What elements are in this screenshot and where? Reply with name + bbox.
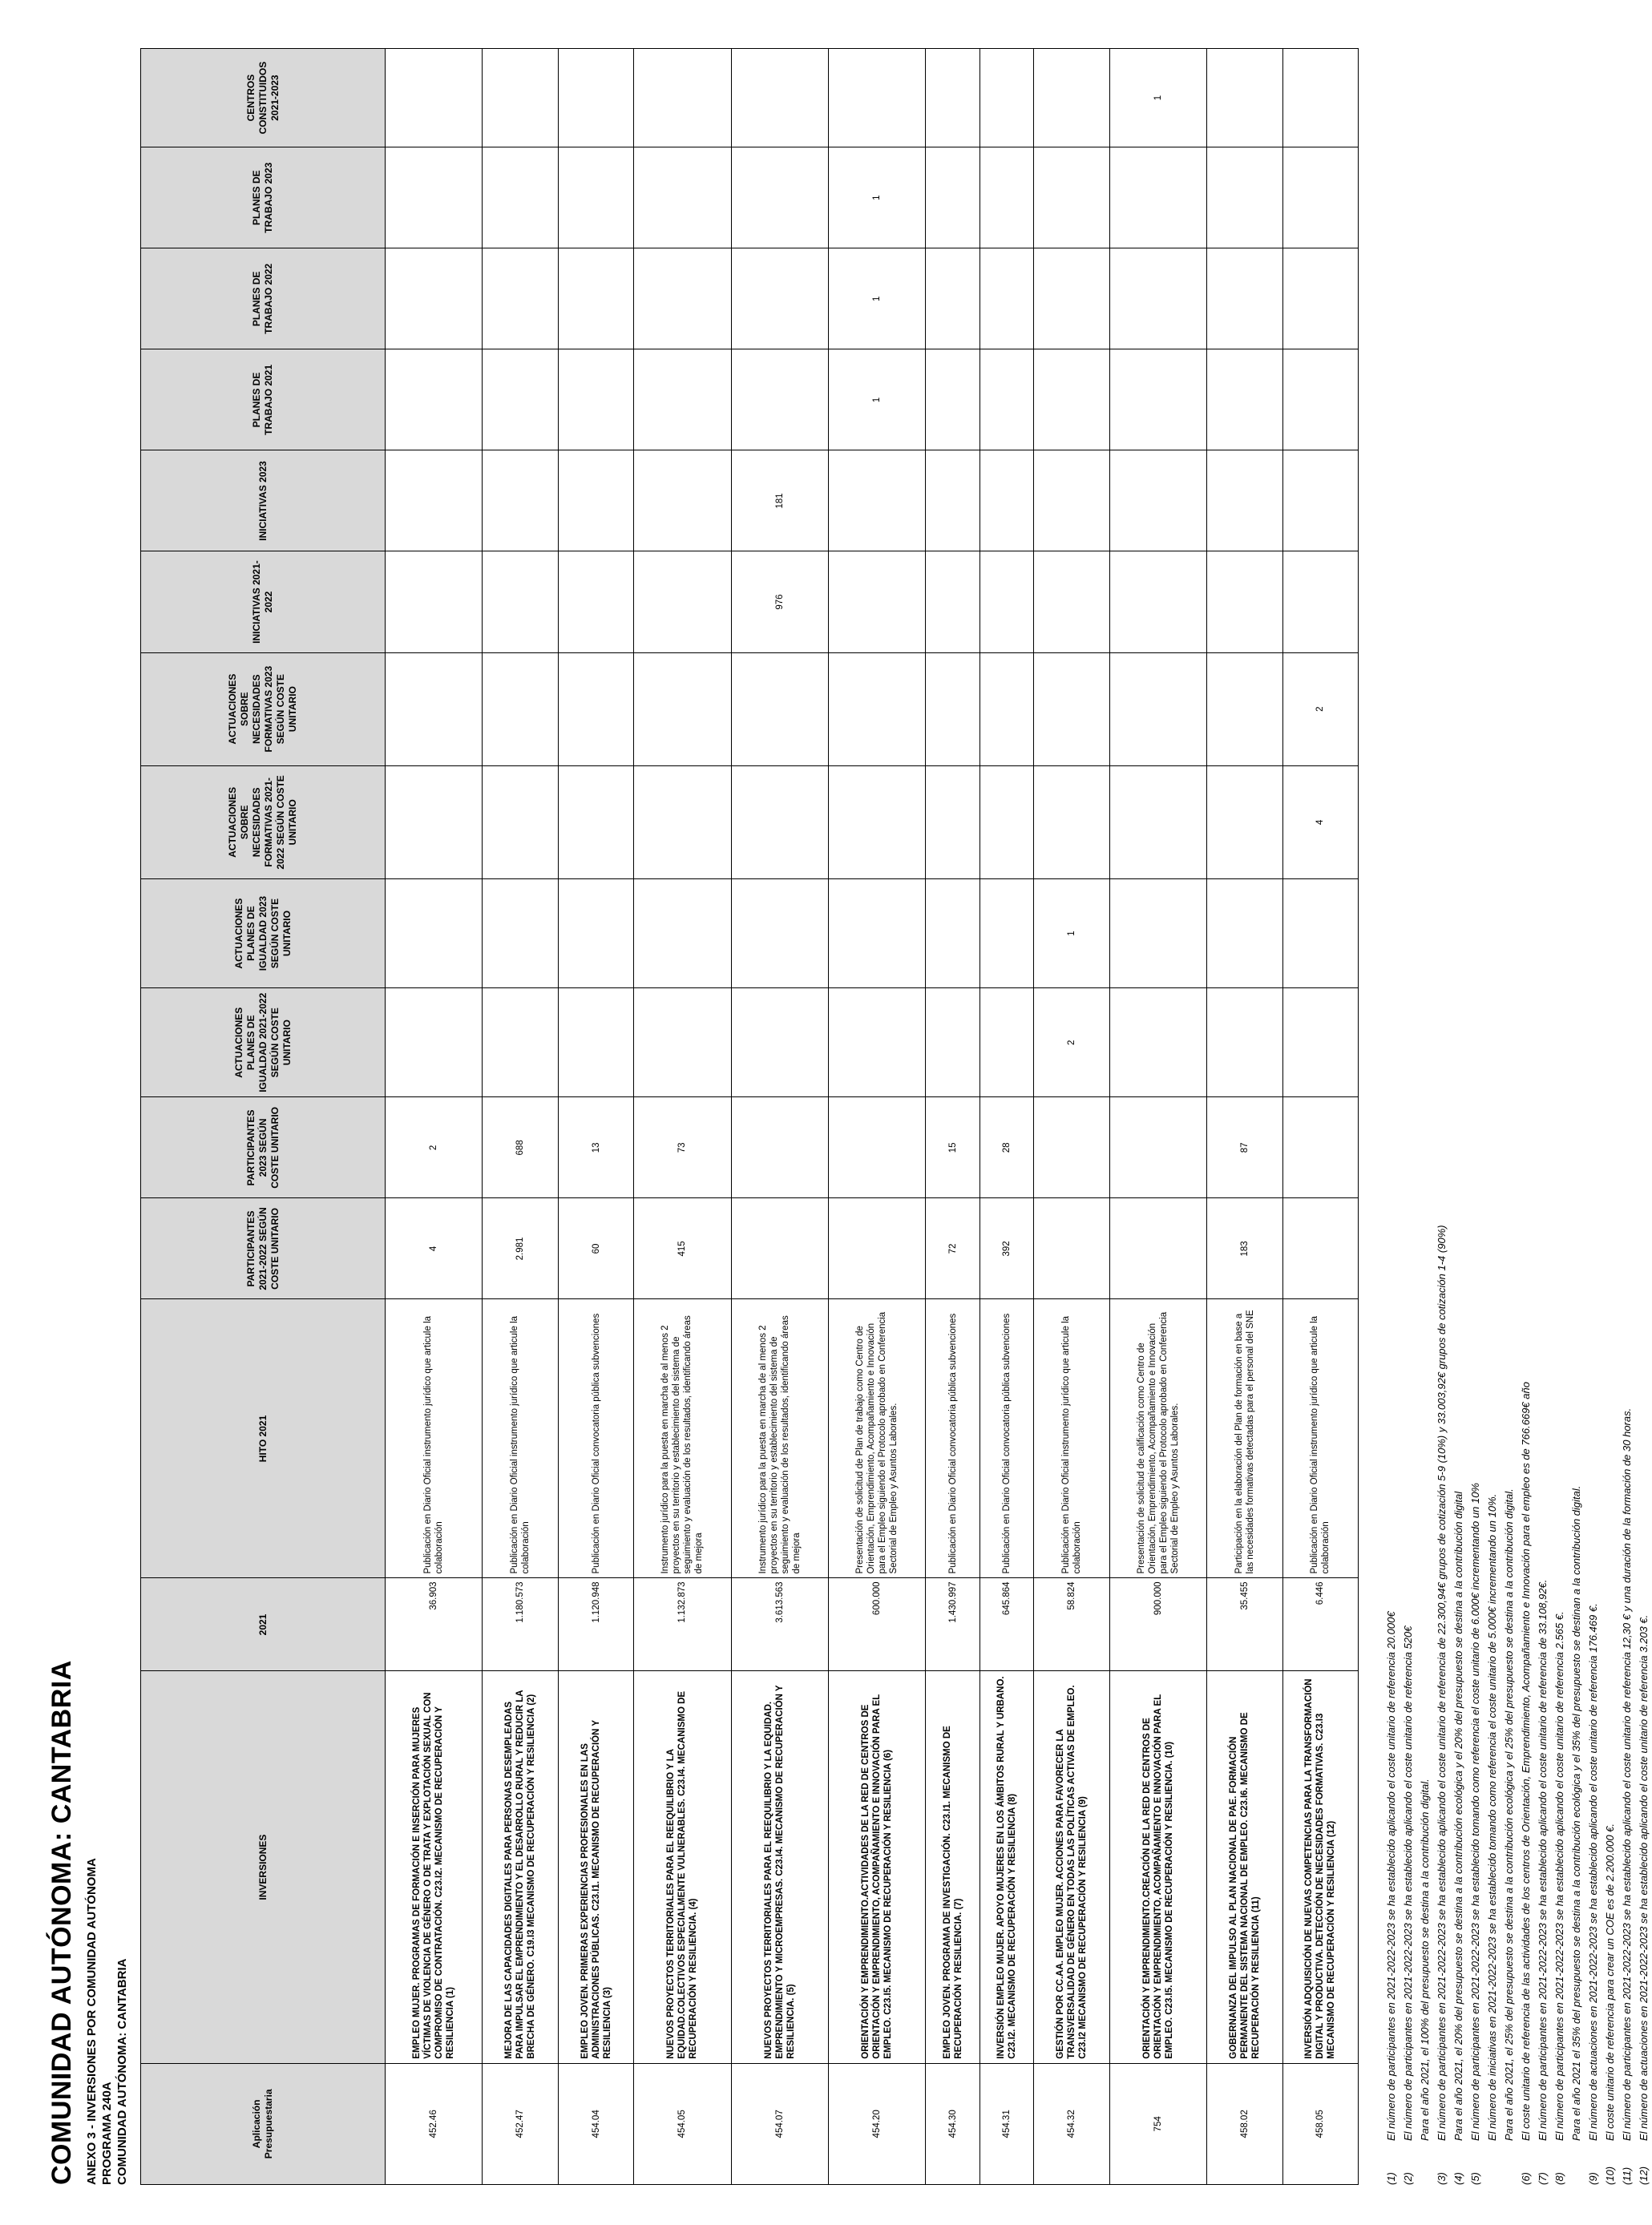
metric-cell xyxy=(731,147,828,248)
footnote-text: El número de participantes en 2021-2022-2023 se ha establecido aplicando el coste unitario de referencia 520€ xyxy=(1402,1625,1414,2141)
table-row xyxy=(829,49,926,2185)
metric-cell xyxy=(1207,248,1282,349)
metric-cell xyxy=(926,652,979,765)
column-header: PARTICIPANTES 2023 SEGÚN COSTE UNITARIO xyxy=(141,1097,386,1198)
investments-table xyxy=(140,48,1359,2185)
milestone-cell: Instrumento jurídico para la puesta en marcha de al menos 2 proyectos en su territorio y establecimiento del sistema de seguimiento y evaluación de los resultados, identificando áreas de mejora xyxy=(731,1299,828,1578)
metric-cell xyxy=(979,652,1033,765)
metric-cell xyxy=(926,551,979,652)
metric-cell xyxy=(558,349,633,450)
metric-cell xyxy=(1207,147,1282,248)
metric-cell xyxy=(1034,1198,1109,1299)
metric-cell xyxy=(926,49,979,147)
metric-cell xyxy=(1109,652,1206,765)
metric-cell xyxy=(483,652,558,765)
budget-line-cell: 454.07 xyxy=(731,2063,828,2184)
footnote xyxy=(1416,61,1433,2185)
column-header: Aplicación Presupuestaria xyxy=(141,2063,386,2184)
metric-cell: 60 xyxy=(558,1198,633,1299)
metric-cell xyxy=(558,878,633,987)
metric-cell xyxy=(979,349,1033,450)
footnote xyxy=(1585,61,1602,2185)
metric-cell xyxy=(979,988,1033,1097)
table-row xyxy=(1207,49,1282,2185)
amount-2021-cell: 35.455 xyxy=(1207,1578,1282,1671)
metric-cell xyxy=(1282,147,1358,248)
metric-cell xyxy=(926,988,979,1097)
table-row xyxy=(483,49,558,2185)
footnote-label: (10) xyxy=(1604,2166,1616,2185)
metric-cell xyxy=(1034,49,1109,147)
footnote xyxy=(1433,61,1450,2185)
footnotes xyxy=(1383,61,1652,2185)
budget-line-cell: 454.31 xyxy=(979,2063,1033,2184)
metric-cell xyxy=(558,551,633,652)
metric-cell xyxy=(926,147,979,248)
footnote-text: El número de participantes en 2021-2022-2023 se ha establecido tomando como referencia el coste unitario de 6.000€ incrementando un 10% xyxy=(1469,1483,1481,2141)
metric-cell xyxy=(483,248,558,349)
metric-cell xyxy=(926,765,979,878)
metric-cell xyxy=(483,988,558,1097)
budget-line-cell: 452.46 xyxy=(386,2063,483,2184)
metric-cell xyxy=(1282,248,1358,349)
metric-cell xyxy=(1109,765,1206,878)
metric-cell xyxy=(558,248,633,349)
metric-cell xyxy=(386,551,483,652)
table-row xyxy=(979,49,1033,2185)
budget-line-cell: 458.05 xyxy=(1282,2063,1358,2184)
column-header: INVERSIONES xyxy=(141,1671,386,2063)
column-header: ACTUACIONES PLANES DE IGUALDAD 2023 SEGÚN COSTE UNITARIO xyxy=(141,878,386,987)
metric-cell: 976 xyxy=(731,551,828,652)
investment-cell: INVERSIÓN ADQUISICIÓN DE NUEVAS COMPETENCIAS PARA LA TRANSFORMACIÓN DIGITAL Y PRODUCTIVA. DETECCIÓN DE NECESIDADES FORMATIVAS. C23.I3 MECANISMO DE RECUPERACIÓN Y RESILIENCIA (12) xyxy=(1282,1671,1358,2063)
table-header-row xyxy=(141,49,386,2185)
investment-cell: GESTIÓN POR CC.AA. EMPLEO MUJER. ACCIONES PARA FAVORECER LA TRANSVERSALIDAD DE GÉNERO EN TODAS LAS POLÍTICAS ACTIVAS DE EMPLEO. C23.I2 MECANISMO DE RECUPERACIÓN Y RESILIENCIA (9) xyxy=(1034,1671,1109,2063)
table-body xyxy=(386,49,1359,2185)
metric-cell xyxy=(558,652,633,765)
metric-cell xyxy=(1034,1097,1109,1198)
column-header: ACTUACIONES PLANES DE IGUALDAD 2021-2022 SEGÚN COSTE UNITARIO xyxy=(141,988,386,1097)
metric-cell: 1 xyxy=(829,349,926,450)
metric-cell xyxy=(386,878,483,987)
metric-cell xyxy=(1034,450,1109,551)
footnote-text: El número de participantes en 2021-2022-2023 se ha establecido aplicando el coste unitario de referencia de 22.300,94€ grupos de cotización 5-9 (10%) y 33.003,92€ grupos de cotización 1-4 (90%) xyxy=(1436,1225,1448,2141)
metric-cell xyxy=(1282,450,1358,551)
footnote-text: El número de iniciativas en 2021-2022-2023 se ha establecido tomando como referencia el coste unitario de 5.000€ incrementando un 10%. xyxy=(1486,1493,1498,2141)
investment-cell: GOBERNANZA DEL IMPULSO AL PLAN NACIONAL DE PAE. FORMACIÓN PERMANENTE DEL SISTEMA NACIONAL DE EMPLEO. C23.I6. MECANISMO DE RECUPERACIÓN Y RESILIENCIA (11) xyxy=(1207,1671,1282,2063)
metric-cell xyxy=(1207,878,1282,987)
footnote-text: Para el año 2021 el 35% del presupuesto se destina a la contribución ecológica y el 35% del presupuesto se destinan a la contribución digital. xyxy=(1570,1485,1582,2141)
metric-cell xyxy=(829,878,926,987)
column-header: 2021 xyxy=(141,1578,386,1671)
metric-cell xyxy=(386,49,483,147)
table-row xyxy=(926,49,979,2185)
annex-title: ANEXO 3 - INVERSIONES POR COMUNIDAD AUTÓNOMA xyxy=(85,1858,99,2185)
metric-cell xyxy=(483,765,558,878)
metric-cell: 73 xyxy=(634,1097,731,1198)
table-row xyxy=(1109,49,1206,2185)
metric-cell xyxy=(1282,49,1358,147)
metric-cell xyxy=(731,349,828,450)
metric-cell: 2 xyxy=(386,1097,483,1198)
milestone-cell: Publicación en Diario Oficial convocatoria pública subvenciones xyxy=(558,1299,633,1578)
investment-cell: EMPLEO MUJER. PROGRAMAS DE FORMACIÓN E INSERCIÓN PARA MUJERES VÍCTIMAS DE VIOLENCIA DE GÉNERO O DE TRATA Y EXPLOTACIÓN SEXUAL CON COMPROMISO DE CONTRATACIÓN. C23.I2. MECANISMO DE RECUPERACIÓN Y RESILIENCIA (1) xyxy=(386,1671,483,2063)
metric-cell: 4 xyxy=(1282,765,1358,878)
metric-cell xyxy=(386,988,483,1097)
metric-cell xyxy=(731,1097,828,1198)
budget-line-cell: 454.05 xyxy=(634,2063,731,2184)
column-header: ACTUACIONES SOBRE NECESIDADES FORMATIVAS 2021-2022 SEGÚN COSTE UNITARIO xyxy=(141,765,386,878)
metric-cell: 2.981 xyxy=(483,1198,558,1299)
milestone-cell: Publicación en Diario Oficial convocatoria pública subvenciones xyxy=(979,1299,1033,1578)
milestone-cell: Publicación en Diario Oficial instrumento jurídico que articule la colaboración xyxy=(1282,1299,1358,1578)
investment-cell: NUEVOS PROYECTOS TERRITORIALES PARA EL REEQUILIBRIO Y LA EQUIDAD.COLECTIVOS ESPECIALMENTE VULNERABLES. C23.I4. MECANISMO DE RECUPERACIÓN Y RESILIENCIA. (4) xyxy=(634,1671,731,2063)
metric-cell xyxy=(558,147,633,248)
metric-cell xyxy=(731,248,828,349)
metric-cell xyxy=(558,49,633,147)
metric-cell xyxy=(1282,988,1358,1097)
footnote-label: (4) xyxy=(1452,2172,1464,2185)
investment-cell: ORIENTACIÓN Y EMPRENDIMIENTO.ACTIVIDADES DE LA RED DE CENTROS DE ORIENTACIÓN Y EMPRENDIMIENTO, ACOMPAÑAMIENTO E INNOVACIÓN PARA EL EMPLEO. C23.I5. MECANISMO DE RECUPERACIÓN Y RESILIENCIA (6) xyxy=(829,1671,926,2063)
metric-cell xyxy=(1109,147,1206,248)
metric-cell xyxy=(829,49,926,147)
budget-line-cell: 454.32 xyxy=(1034,2063,1109,2184)
footnote-text: El número de participantes en 2021-2022-2023 se ha establecido aplicando el coste unitario de referencia 20.000€ xyxy=(1385,1611,1397,2141)
metric-cell xyxy=(1282,1097,1358,1198)
footnote-label xyxy=(1501,2141,1517,2185)
footnote xyxy=(1517,61,1534,2185)
footnote-label: (3) xyxy=(1436,2172,1448,2185)
metric-cell xyxy=(1282,349,1358,450)
footnote-text: El coste unitario de referencia de las actividades de los centros de Orientación, Emprendimiento, Acompañamiento e Innovación para el empleo es de 766.669€ año xyxy=(1520,1382,1532,2141)
metric-cell: 87 xyxy=(1207,1097,1282,1198)
metric-cell xyxy=(1109,878,1206,987)
footnote xyxy=(1551,61,1568,2185)
metric-cell xyxy=(634,765,731,878)
metric-cell xyxy=(386,147,483,248)
footnote-text: El número de participantes en 2021-2022-2023 se ha establecido aplicando el coste unitario de referencia de 33.108,92€. xyxy=(1537,1579,1549,2141)
metric-cell xyxy=(731,765,828,878)
milestone-cell: Publicación en Diario Oficial instrumento jurídico que articule la colaboración xyxy=(483,1299,558,1578)
investment-cell: INVERSIÓN EMPLEO MUJER. APOYO MUJERES EN LOS ÁMBITOS RURAL Y URBANO. C23.I2. MECANISMO DE RECUPERACIÓN Y RESILIENCIA (8) xyxy=(979,1671,1033,2063)
metric-cell xyxy=(386,652,483,765)
metric-cell xyxy=(731,1198,828,1299)
community-title: COMUNIDAD AUTÓNOMA: CANTABRIA xyxy=(115,1958,129,2185)
metric-cell xyxy=(1282,1198,1358,1299)
metric-cell xyxy=(926,248,979,349)
metric-cell xyxy=(731,878,828,987)
metric-cell xyxy=(1109,1198,1206,1299)
document-header xyxy=(46,1660,130,2185)
milestone-cell: Publicación en Diario Oficial instrumento jurídico que articule la colaboración xyxy=(1034,1299,1109,1578)
investment-cell: EMPLEO JOVEN. PRIMERAS EXPERIENCIAS PROFESIONALES EN LAS ADMINISTRACIONES PÚBLICAS. C23.I1. MECANISMO DE RECUPERACIÓN Y RESILIENCIA (3) xyxy=(558,1671,633,2063)
metric-cell xyxy=(634,49,731,147)
footnote-label xyxy=(1416,2141,1433,2185)
amount-2021-cell: 3.613.563 xyxy=(731,1578,828,1671)
column-header: INICIATIVAS 2021-2022 xyxy=(141,551,386,652)
metric-cell xyxy=(1207,450,1282,551)
metric-cell xyxy=(634,147,731,248)
metric-cell xyxy=(1034,147,1109,248)
metric-cell xyxy=(926,878,979,987)
metric-cell xyxy=(979,765,1033,878)
metric-cell: 181 xyxy=(731,450,828,551)
footnote xyxy=(1501,61,1517,2185)
footnote xyxy=(1383,61,1400,2185)
footnote-label: (5) xyxy=(1469,2172,1481,2185)
column-header: PLANES DE TRABAJO 2022 xyxy=(141,248,386,349)
metric-cell xyxy=(1109,551,1206,652)
amount-2021-cell: 1.180.573 xyxy=(483,1578,558,1671)
metric-cell xyxy=(558,450,633,551)
metric-cell xyxy=(979,49,1033,147)
metric-cell xyxy=(979,450,1033,551)
metric-cell xyxy=(1207,551,1282,652)
milestone-cell: Presentación de solicitud de Plan de trabajo como Centro de Orientación, Emprendimiento, Acompañamiento e Innovación para el Empleo siguiendo el Protocolo aprobado en Conferencia Sectorial de Empleo y Asuntos Laborales. xyxy=(829,1299,926,1578)
metric-cell xyxy=(1034,551,1109,652)
metric-cell xyxy=(1034,765,1109,878)
metric-cell xyxy=(829,1198,926,1299)
investment-cell: MEJORA DE LAS CAPACIDADES DIGITALES PARA PERSONAS DESEMPLEADAS PARA IMPULSAR EL EMPRENDIMIENTO Y EL DESARROLLO RURAL Y REDUCIR LA BRECHA DE GÉNERO. C19.I3 MECANISMO DE RECUPERACIÓN Y RESILIENCIA (2) xyxy=(483,1671,558,2063)
column-header: HITO 2021 xyxy=(141,1299,386,1578)
footnote-label: (6) xyxy=(1520,2172,1532,2185)
metric-cell xyxy=(1109,988,1206,1097)
amount-2021-cell: 6.446 xyxy=(1282,1578,1358,1671)
metric-cell xyxy=(829,450,926,551)
metric-cell: 392 xyxy=(979,1198,1033,1299)
metric-cell xyxy=(483,49,558,147)
amount-2021-cell: 58.824 xyxy=(1034,1578,1109,1671)
metric-cell xyxy=(386,248,483,349)
column-header: PARTICIPANTES 2021-2022 SEGÚN COSTE UNITARIO xyxy=(141,1198,386,1299)
milestone-cell: Publicación en Diario Oficial instrumento jurídico que articule la colaboración xyxy=(386,1299,483,1578)
footnote xyxy=(1467,61,1484,2185)
metric-cell xyxy=(1282,878,1358,987)
table-row xyxy=(731,49,828,2185)
metric-cell xyxy=(634,349,731,450)
investment-cell: EMPLEO JOVEN. PROGRAMA DE INVESTIGACIÓN. C23.I1. MECANISMO DE RECUPERACIÓN Y RESILIENCIA. (7) xyxy=(926,1671,979,2063)
metric-cell: 2 xyxy=(1282,652,1358,765)
metric-cell xyxy=(829,988,926,1097)
amount-2021-cell: 1.120.948 xyxy=(558,1578,633,1671)
metric-cell xyxy=(979,147,1033,248)
metric-cell xyxy=(1034,349,1109,450)
metric-cell: 15 xyxy=(926,1097,979,1198)
amount-2021-cell: 36.903 xyxy=(386,1578,483,1671)
metric-cell xyxy=(926,349,979,450)
metric-cell xyxy=(386,349,483,450)
page-title: COMUNIDAD AUTÓNOMA: CANTABRIA xyxy=(46,1660,77,2185)
footnote xyxy=(1534,61,1551,2185)
investment-cell: ORIENTACIÓN Y EMPRENDIMIENTO.CREACIÓN DE LA RED DE CENTROS DE ORIENTACIÓN Y EMPRENDIMIENTO, ACOMPAÑAMIENTO E INNOVACIÓN PARA EL EMPLEO. C23.I5. MECANISMO DE RECUPERACIÓN Y RESILIENCIA. (10) xyxy=(1109,1671,1206,2063)
metric-cell xyxy=(483,147,558,248)
metric-cell: 13 xyxy=(558,1097,633,1198)
metric-cell xyxy=(979,248,1033,349)
budget-line-cell: 454.30 xyxy=(926,2063,979,2184)
metric-cell xyxy=(731,652,828,765)
metric-cell xyxy=(829,1097,926,1198)
metric-cell xyxy=(483,878,558,987)
metric-cell: 28 xyxy=(979,1097,1033,1198)
metric-cell xyxy=(558,988,633,1097)
amount-2021-cell: 900.000 xyxy=(1109,1578,1206,1671)
metric-cell xyxy=(386,765,483,878)
metric-cell: 415 xyxy=(634,1198,731,1299)
table-row xyxy=(1282,49,1358,2185)
budget-line-cell: 454.04 xyxy=(558,2063,633,2184)
footnote-text: Para el año 2021, el 25% del presupuesto se destina a la contribución ecológica y el 25% del presupuesto se destina a la contribución digital. xyxy=(1503,1488,1515,2141)
amount-2021-cell: 1.430.997 xyxy=(926,1578,979,1671)
amount-2021-cell: 1.132.873 xyxy=(634,1578,731,1671)
metric-cell: 72 xyxy=(926,1198,979,1299)
metric-cell xyxy=(483,551,558,652)
metric-cell xyxy=(483,450,558,551)
metric-cell xyxy=(634,652,731,765)
table-row xyxy=(634,49,731,2185)
column-header: INICIATIVAS 2023 xyxy=(141,450,386,551)
footnote xyxy=(1400,61,1416,2185)
metric-cell xyxy=(1207,765,1282,878)
program-title: PROGRAMA 240A xyxy=(100,2082,114,2185)
metric-cell xyxy=(634,248,731,349)
footnote-text: El coste unitario de referencia para crear un COE es de 2.200.000 €. xyxy=(1604,1823,1616,2141)
metric-cell: 4 xyxy=(386,1198,483,1299)
footnote-text: El número de actuaciones en 2021-2022-2023 se ha establecido aplicando el coste unitario de referencia 176.469 €. xyxy=(1587,1603,1599,2141)
metric-cell: 1 xyxy=(829,147,926,248)
budget-line-cell: 452.47 xyxy=(483,2063,558,2184)
milestone-cell: Participación en la elaboración del Plan de formación en base a las necesidades formativas detectadas para el personal del SNE xyxy=(1207,1299,1282,1578)
metric-cell xyxy=(634,551,731,652)
metric-cell xyxy=(386,450,483,551)
metric-cell: 1 xyxy=(829,248,926,349)
metric-cell xyxy=(558,765,633,878)
metric-cell xyxy=(1207,49,1282,147)
metric-cell xyxy=(829,765,926,878)
metric-cell xyxy=(1109,248,1206,349)
metric-cell: 2 xyxy=(1034,988,1109,1097)
footnote xyxy=(1484,61,1501,2185)
metric-cell xyxy=(979,551,1033,652)
metric-cell: 183 xyxy=(1207,1198,1282,1299)
metric-cell xyxy=(634,450,731,551)
budget-line-cell: 754 xyxy=(1109,2063,1206,2184)
footnote xyxy=(1602,61,1618,2185)
metric-cell: 1 xyxy=(1109,49,1206,147)
metric-cell xyxy=(926,450,979,551)
footnote-label: (7) xyxy=(1537,2172,1549,2185)
metric-cell xyxy=(634,878,731,987)
table-row xyxy=(1034,49,1109,2185)
footnote xyxy=(1568,61,1585,2185)
footnote-label xyxy=(1568,2141,1585,2185)
column-header: PLANES DE TRABAJO 2023 xyxy=(141,147,386,248)
footnote-label xyxy=(1484,2141,1501,2185)
metric-cell xyxy=(483,349,558,450)
metric-cell xyxy=(1207,988,1282,1097)
milestone-cell: Instrumento jurídico para la puesta en marcha de al menos 2 proyectos en su territorio y establecimiento del sistema de seguimiento y evaluación de los resultados, identificando áreas de mejora xyxy=(634,1299,731,1578)
metric-cell xyxy=(829,652,926,765)
metric-cell xyxy=(1282,551,1358,652)
table-row xyxy=(558,49,633,2185)
metric-cell xyxy=(1207,652,1282,765)
metric-cell xyxy=(979,878,1033,987)
table-row xyxy=(386,49,483,2185)
amount-2021-cell: 600.000 xyxy=(829,1578,926,1671)
milestone-cell: Publicación en Diario Oficial convocatoria pública subvenciones xyxy=(926,1299,979,1578)
metric-cell xyxy=(829,551,926,652)
footnote-text: Para el año 2021, el 20% del presupuesto se destina a la contribución ecológica y el 20% del presupuesto se destina a la contribución digital xyxy=(1452,1491,1464,2141)
footnote-text: Para el año 2021, el 100% del presupuesto se destina a la contribución digital. xyxy=(1419,1779,1431,2141)
investment-cell: NUEVOS PROYECTOS TERRITORIALES PARA EL REEQUILIBRIO Y LA EQUIDAD. EMPRENDIMIENTO Y MICROEMPRESAS. C23.I4. MECANISMO DE RECUPERACIÓN Y RESILIENCIA. (5) xyxy=(731,1671,828,2063)
footnote-text: El número de participantes en 2021-2022-2023 se ha establecido aplicando el coste unitario de referencia 2.565 €. xyxy=(1553,1611,1565,2141)
footnote-text: El número de actuaciones en 2021-2022-2023 se ha establecido aplicando el coste unitario de referencia 3.203 €. xyxy=(1638,1614,1650,2141)
footnote xyxy=(1450,61,1467,2185)
metric-cell xyxy=(1207,349,1282,450)
metric-cell: 1 xyxy=(1034,878,1109,987)
metric-cell xyxy=(634,988,731,1097)
metric-cell xyxy=(1034,652,1109,765)
metric-cell xyxy=(1034,248,1109,349)
metric-cell xyxy=(731,988,828,1097)
footnote-label: (8) xyxy=(1553,2172,1565,2185)
amount-2021-cell: 645.864 xyxy=(979,1578,1033,1671)
budget-line-cell: 458.02 xyxy=(1207,2063,1282,2184)
footnote-label: (12) xyxy=(1638,2166,1650,2185)
metric-cell xyxy=(1109,349,1206,450)
metric-cell: 688 xyxy=(483,1097,558,1198)
metric-cell xyxy=(1109,450,1206,551)
footnote xyxy=(1618,61,1635,2185)
footnote-label: (9) xyxy=(1587,2172,1599,2185)
column-header: ACTUACIONES SOBRE NECESIDADES FORMATIVAS 2023 SEGÚN COSTE UNITARIO xyxy=(141,652,386,765)
column-header: PLANES DE TRABAJO 2021 xyxy=(141,349,386,450)
metric-cell xyxy=(731,49,828,147)
footnote-label: (1) xyxy=(1385,2172,1397,2185)
footnote xyxy=(1635,61,1652,2185)
metric-cell xyxy=(1109,1097,1206,1198)
footnote-label: (11) xyxy=(1621,2166,1633,2185)
milestone-cell: Presentación de solicitud de calificación como Centro de Orientación, Emprendimiento, Acompañamiento e Innovación para el Empleo siguiendo el Protocolo aprobado en Conferencia Sectorial de Empleo y Asuntos Laborales. xyxy=(1109,1299,1206,1578)
column-header: CENTROS CONSTITUIDOS 2021-2023 xyxy=(141,49,386,147)
budget-line-cell: 454.20 xyxy=(829,2063,926,2184)
footnote-text: El número de participantes en 2021-2022-2023 se ha establecido aplicando el coste unitario de referencia 12,30 € y una duración de la formación de 30 horas. xyxy=(1621,1407,1633,2141)
footnote-label: (2) xyxy=(1402,2172,1414,2185)
